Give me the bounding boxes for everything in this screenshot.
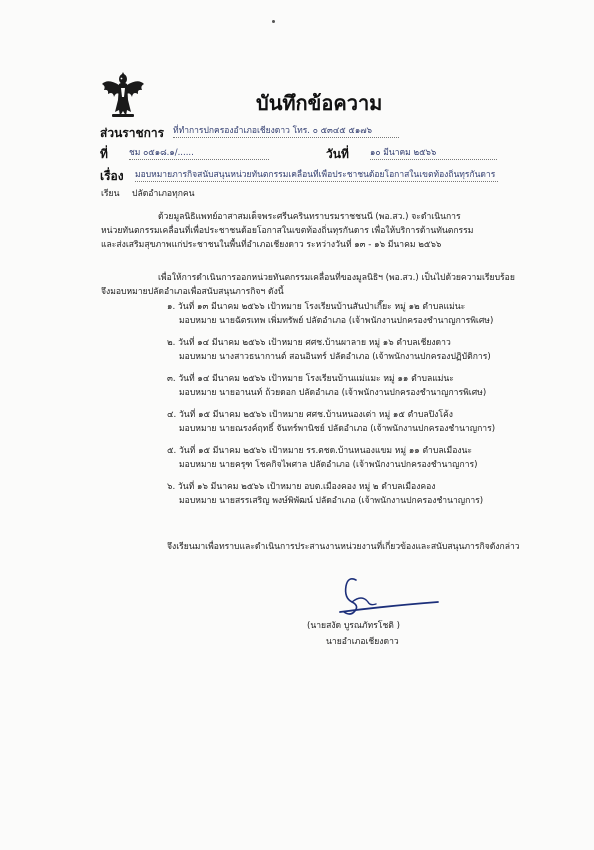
subject-label: เรื่อง xyxy=(100,169,124,183)
assignment-target: ๖. วันที่ ๑๖ มีนาคม ๒๕๖๖ เป้าหมาย อบต.เมืองคอง หมู่ ๒ ตำบลเมืองคอง xyxy=(167,482,436,492)
assignment-item xyxy=(167,372,486,400)
date-label: วันที่ xyxy=(326,147,349,161)
assignment-target: ๔. วันที่ ๑๕ มีนาคม ๒๕๖๖ เป้าหมาย ศศช.บ้านหนองเต่า หมู่ ๑๕ ตำบลปิงโค้ง xyxy=(167,410,453,420)
assignment-target: ๓. วันที่ ๑๔ มีนาคม ๒๕๖๖ เป้าหมาย โรงเรียนบ้านแม่แมะ หมู่ ๑๑ ตำบลแม่นะ xyxy=(167,374,454,384)
assignment-officer: มอบหมาย นางสาวธนากานต์ สอนอินทร์ ปลัดอำเภอ (เจ้าพนักงานปกครองปฏิบัติการ) xyxy=(179,352,491,363)
punch-mark xyxy=(272,20,275,23)
reference-value: ชม ๐๕๑๘.๑/...... xyxy=(129,147,269,160)
paragraph-2 xyxy=(101,271,515,299)
assignment-target: ๒. วันที่ ๑๔ มีนาคม ๒๕๖๖ เป้าหมาย ศศช.บ้านผาลาย หมู่ ๑๖ ตำบลเชียงดาว xyxy=(167,338,451,348)
to-value: ปลัดอำเภอทุกคน xyxy=(132,189,195,199)
memo-title: บันทึกข้อความ xyxy=(256,91,383,115)
assignment-item xyxy=(167,336,491,364)
paragraph-1-line: หน่วยทันตกรรมเคลื่อนที่เพื่อประชาชนด้อยโอกาสในเขตท้องถิ่นทุรกันดาร เพื่อให้บริการด้านทันตกรรม xyxy=(101,226,474,237)
assignment-item xyxy=(167,444,478,472)
date-value: ๑๐ มีนาคม ๒๕๖๖ xyxy=(370,147,497,160)
signer-title: นายอำเภอเชียงดาว xyxy=(326,637,399,647)
assignment-item xyxy=(167,300,493,328)
subject-value: มอบหมายภารกิจสนับสนุนหน่วยทันตกรรมเคลื่อนที่เพื่อประชาชนด้อยโอกาสในเขตท้องถิ่นทุรกันดาร xyxy=(135,169,498,182)
paragraph-1-line: ด้วยมูลนิธิแพทย์อาสาสมเด็จพระศรีนครินทราบรมราชชนนี (พอ.สว.) จะดำเนินการ xyxy=(158,212,461,222)
assignment-officer: มอบหมาย นายอานนท์ ถ้วยดอก ปลัดอำเภอ (เจ้าพนักงานปกครองชำนาญการพิเศษ) xyxy=(179,388,487,399)
closing-statement: จึงเรียนมาเพื่อทราบและดำเนินการประสานงานหน่วยงานที่เกี่ยวข้องและสนับสนุนภารกิจดังกล่าว xyxy=(167,542,520,552)
department-value: ที่ทำการปกครองอำเภอเชียงดาว โทร. ๐ ๕๓๔๕ ๕๑๗๖ xyxy=(173,125,399,138)
to-label: เรียน xyxy=(101,189,120,199)
assignment-officer: มอบหมาย นายสรรเสริญ พงษ์พิพัฒน์ ปลัดอำเภอ (เจ้าพนักงานปกครองชำนาญการ) xyxy=(179,496,484,507)
assignment-item xyxy=(167,408,495,436)
paragraph-2-line: เพื่อให้การดำเนินการออกหน่วยทันตกรรมเคลื่อนที่ของมูลนิธิฯ (พอ.สว.) เป็นไปด้วยความเรียบร้อย xyxy=(158,273,515,283)
assignment-officer: มอบหมาย นายณรงค์ฤทธิ์ จันทร์พานิชย์ ปลัดอำเภอ (เจ้าพนักงานปกครองชำนาญการ) xyxy=(179,424,496,435)
garuda-emblem-icon xyxy=(100,70,146,118)
signature-image xyxy=(326,572,446,620)
paragraph-2-line: จึงมอบหมายปลัดอำเภอเพื่อสนับสนุนภารกิจฯ ดังนี้ xyxy=(101,287,284,298)
assignment-target: ๑. วันที่ ๑๓ มีนาคม ๒๕๖๖ เป้าหมาย โรงเรียนบ้านสันป่าเกี๊ยะ หมู่ ๑๒ ตำบลแม่นะ xyxy=(167,302,466,312)
assignment-officer: มอบหมาย นายฉัตรเทพ เพิ่มทรัพย์ ปลัดอำเภอ (เจ้าพนักงานปกครองชำนาญการพิเศษ) xyxy=(179,316,494,327)
assignment-item xyxy=(167,480,483,508)
signer-name: (นายสงัด บูรณภัทรโชติ ) xyxy=(307,621,400,631)
assignment-officer: มอบหมาย นายครุฑ โชคกิจไพศาล ปลัดอำเภอ (เจ้าพนักงานปกครองชำนาญการ) xyxy=(179,460,478,471)
department-label: ส่วนราชการ xyxy=(100,126,165,140)
reference-label: ที่ xyxy=(100,147,108,161)
assignment-target: ๕. วันที่ ๑๕ มีนาคม ๒๕๖๖ เป้าหมาย รร.ตชด.บ้านหนองแขม หมู่ ๑๑ ตำบลเมืองนะ xyxy=(167,446,473,456)
paragraph-1 xyxy=(101,210,501,253)
paragraph-1-line: และส่งเสริมสุขภาพแก่ประชาชนในพื้นที่อำเภอเชียงดาว ระหว่างวันที่ ๑๓ - ๑๖ มีนาคม ๒๕๖๖ xyxy=(101,240,442,251)
